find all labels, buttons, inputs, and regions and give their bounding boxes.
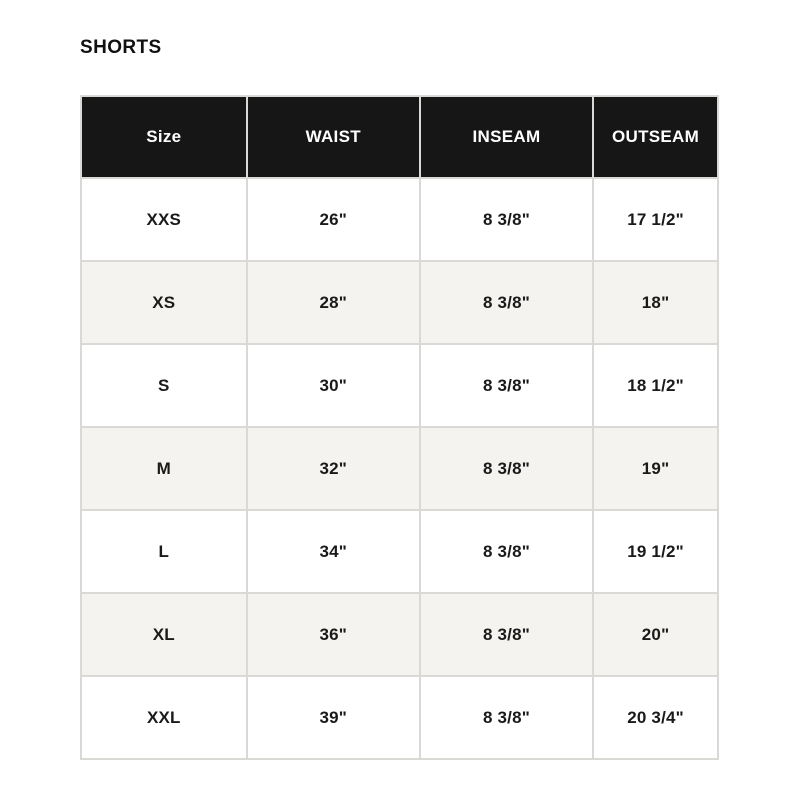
size-cell: L: [81, 510, 247, 593]
value-cell: 8 3/8": [420, 593, 593, 676]
size-cell: XXL: [81, 676, 247, 759]
value-cell: 20": [593, 593, 718, 676]
column-header-waist: WAIST: [247, 96, 420, 178]
value-cell: 34": [247, 510, 420, 593]
value-cell: 19 1/2": [593, 510, 718, 593]
value-cell: 39": [247, 676, 420, 759]
size-cell: XS: [81, 261, 247, 344]
table-row: [81, 344, 718, 427]
size-cell: M: [81, 427, 247, 510]
column-header-outseam: OUTSEAM: [593, 96, 718, 178]
table-row: [81, 676, 718, 759]
table-row: [81, 261, 718, 344]
value-cell: 19": [593, 427, 718, 510]
table-row: [81, 510, 718, 593]
size-cell: S: [81, 344, 247, 427]
size-cell: XXS: [81, 178, 247, 261]
value-cell: 8 3/8": [420, 344, 593, 427]
value-cell: 8 3/8": [420, 178, 593, 261]
value-cell: 18 1/2": [593, 344, 718, 427]
column-header-size: Size: [81, 96, 247, 178]
table-body: [81, 178, 718, 759]
value-cell: 8 3/8": [420, 676, 593, 759]
value-cell: 32": [247, 427, 420, 510]
value-cell: 18": [593, 261, 718, 344]
value-cell: 30": [247, 344, 420, 427]
value-cell: 17 1/2": [593, 178, 718, 261]
table-row: [81, 178, 718, 261]
value-cell: 28": [247, 261, 420, 344]
value-cell: 20 3/4": [593, 676, 718, 759]
table-row: [81, 593, 718, 676]
size-chart-table: [80, 95, 719, 760]
value-cell: 8 3/8": [420, 427, 593, 510]
table-row: [81, 427, 718, 510]
page-title: SHORTS: [80, 37, 162, 58]
value-cell: 8 3/8": [420, 261, 593, 344]
size-cell: XL: [81, 593, 247, 676]
header-row: [81, 96, 718, 178]
value-cell: 26": [247, 178, 420, 261]
value-cell: 36": [247, 593, 420, 676]
value-cell: 8 3/8": [420, 510, 593, 593]
column-header-inseam: INSEAM: [420, 96, 593, 178]
